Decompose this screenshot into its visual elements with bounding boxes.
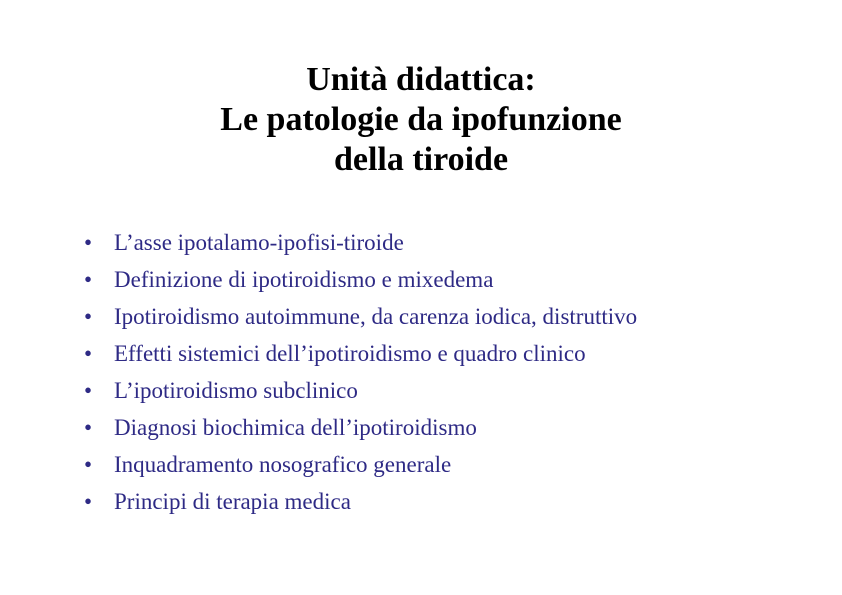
title-line-3: della tiroide (333, 141, 509, 178)
title-line-1: Unità didattica: (306, 61, 536, 98)
list-item (84, 446, 637, 483)
bullet-text: L’ipotiroidismo subclinico (114, 378, 358, 403)
bullet-text: Diagnosi biochimica dell’ipotiroidismo (114, 415, 477, 440)
bullet-icon: • (84, 341, 93, 366)
list-item (84, 261, 637, 298)
title-line-2: Le patologie da ipofunzione (220, 101, 622, 138)
bullet-icon: • (84, 304, 93, 329)
bullet-icon: • (84, 489, 93, 514)
bullet-text: Definizione di ipotiroidismo e mixedema (114, 267, 494, 292)
bullet-text: L’asse ipotalamo-ipofisi-tiroide (114, 230, 404, 255)
slide-title (0, 60, 842, 180)
list-item (84, 224, 637, 261)
bullet-icon: • (84, 378, 93, 403)
list-item (84, 483, 637, 520)
bullet-icon: • (84, 452, 93, 477)
list-item (84, 409, 637, 446)
bullet-text: Principi di terapia medica (114, 489, 351, 514)
bullet-icon: • (84, 415, 93, 440)
list-item (84, 335, 637, 372)
bullet-text: Effetti sistemici dell’ipotiroidismo e quadro clinico (114, 341, 586, 366)
bullet-icon: • (84, 230, 93, 255)
bullet-icon: • (84, 267, 93, 292)
bullet-list (84, 224, 637, 520)
bullet-text: Ipotiroidismo autoimmune, da carenza iodica, distruttivo (114, 304, 638, 329)
bullet-text: Inquadramento nosografico generale (114, 452, 452, 477)
list-item (84, 372, 637, 409)
list-item (84, 298, 637, 335)
